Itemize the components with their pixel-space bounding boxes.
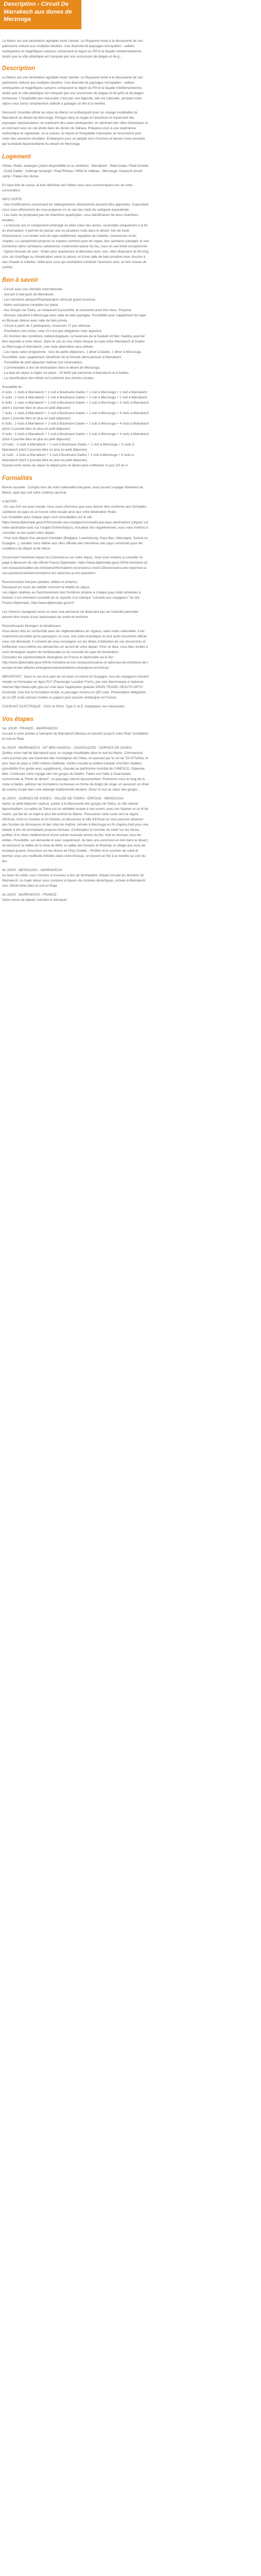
- page-title: Description - Circuit De Marrakech aux dunes de Merzouga: [4, 1, 72, 22]
- formalities-important: IMPORTANT : Dans le cas d'un plan de vol avec un transit en Espagne, tous les voyageurs doivent remplir un formulaire en ligne PLF (Passenger Location Form), par voie électronique à l'adresse internet http://www.spth.gob.es/ créé dans l'application gratuite SPAIN TRAVEL HEALTH-SPTH (Android). Une fois le formulaire rempli, le passager recevra un QR code. Présentation obligatoire de ce QR code (version mobile ou papier) pour pouvoir embarquer en France.: [2, 675, 149, 700]
- stage-title: 1er JOUR : FRANCE - MARRAKECH: [2, 727, 58, 730]
- intro-paragraph: Le Maroc est une destination agréable toute l'année. Le Royaume invite à la découverte de son patrimoine culturel aux multiples facettes. Une diversité de paysages incroyables : vallées verdoyantes et magnifiques canyons composent la région du Rif et la façade méditerranéenne, tandis que la côte atlantique est marquée par une succession de plages et de g...: [2, 39, 143, 59]
- formalities-french: Ressortissants français (adultes, bébés et enfants) : Passeport en cours de validité couvrant la totalité du séjour. Les règles relatives au franchissement des frontières propres à chaque pays étant amenées à évoluer, il est vivement conseillé de se reporter à la rubrique "conseils aux voyageurs" du site France Diplomatie, http://www.diplomatie.gouv.fr/: [2, 580, 141, 605]
- stage-item: [2, 746, 149, 793]
- lodging-info-verte: INFO VERTE - Des modifications concernant les hébergements sélectionnés peuvent être apportées. Cependant, nous nous efforcerons de vous proposer en ce cas des riads de catégorie équivalente. - Les riads ne proposant pas de chambres quadruples, vous bénéficierez de deux chambres doubles. - Le bivouac est un campement aménagé en plein cœur des dunes, accessible uniquement à la fin du dromadaire. Il permet de passer une ou plusieurs nuits dans le désert, loin de toute infrastructure. Les tentes sont de style traditionnel, équipées de matelas, couvertures et lits simples. Le campement propose un espace commun pour les repas, des sanitaires partagés et une immersion dans l'ambiance saharienne, notamment autour du feu, sous un ciel étoilé exceptionnel. - Option bivouac de luxe : tentes plus spacieuses et décorées avec soin, elles disposent de lits king size, de chauffage ou climatisation selon la saison, et d'une salle de bain privative avec douche à eau chaude et toilettes. Idéal pour ceux qui souhaitent combiner l'aventure avec un bon niveau de confort.: [2, 198, 149, 269]
- stage-item: [2, 726, 149, 742]
- stage-text: Selon heure de départ, transfert à l'aéroport.: [2, 898, 68, 902]
- stage-item: [2, 892, 149, 903]
- formalities-covid: Concernant l'éventuel impact du Coronavirus sur votre séjour, nous vous invitons à consulter la page à découvrir du site officiel France Diplomatie: https://www.diplomatie.gouv.fr/fr/le-ministere-et-son-reseau/actualites-du-ministere/informations-coronavirus-covid-19/coronavirus-les-reponses-a-vos-questions/article/coronavirus-les-reponses-a-vos-questions: [2, 556, 148, 575]
- good-to-know-heading: Bon à savoir: [2, 277, 39, 283]
- stage-title: 4e JOUR : MERZOUGA - MARRAKECH: [2, 868, 62, 872]
- formalities-foreigners: Ressortissants étrangers et binationaux : Vous devez être en conformité avec les réglementations en vigueur, selon votre nationalité. Il est notamment possible qu'un passeport, un visa, une carte touristique ou tout autre document officiel vous soit demandé. Il convient de vous renseigner sur les délais d'obtention de ces documents et d'effectuer vous-même vos démarches en amont de votre départ. Pour ce faire, vous êtes invités à vous renseigner auprès de l'ambassade ou du consulat du pays de destination. Consultez les représentations étrangères en France et diplomatie via le lien : http://www.diplomatie.gouv.fr/fr/le-ministere-et-son-reseau/annuaires-et-adresses-du-ministere-de-l-europe-et-des-affaires-etrangeres/representations-etrangeres-en-france/: [2, 624, 149, 670]
- description-heading: Description: [2, 65, 35, 72]
- stage-text: Accueil à votre arrivée à l'aéroport de Marrakech-Menara et transfert jusqu'à votre Riad. Installation et nuit en Riad.: [2, 732, 149, 741]
- stage-item: [2, 796, 149, 864]
- stage-title: 3e JOUR : GORGES DE DADES - VALLEE DE TODRA - ERFOUD - MERZOUGA: [2, 797, 124, 800]
- stage-title: 5e JOUR : MARRAKECH - FRANCE: [2, 893, 57, 897]
- stage-item: [2, 868, 149, 889]
- formalities-electric: COURANT ELECTRIQUE : 220V et 50Hz, Type C et E. Adaptateur non nécessaire.: [2, 705, 126, 708]
- stage-title: 2e JOUR : MARRAKECH - AIT BEN HADDOU - OUARZAZATE - GORGES DE DADES: [2, 746, 132, 750]
- description-paragraph-2: Découvrir l'envoûte ultime au cœur du Maroc en embarquant pour un voyage inoubliable de Marrakech au désert de Merzouga. Plongez dans la magie et l'aventure en traversant des paysages spectaculaires, en explorant des oasis verdoyantes, en admirant des villes historiques et en dormant sous un ciel étoilé dans les dunes du Sahara. Préparez-vous à une expérience authentique et captivante, où la culture, la nature et l'hospitalité marocaine se rencontrent pour créer des souvenirs durables. Embarquez pour un périple vers l'inconnu et laissez-vous envoûter par la beauté époustouflante du désert de Merzouga.: [2, 111, 148, 146]
- description-paragraph-1: Le Maroc est une destination agréable toute l'année. Le Royaume invite à la découverte de son patrimoine culturel aux multiples facettes. Une diversité de paysages incroyables : vallées verdoyantes et magnifiques canyons composent la région du Rif et la façade méditerranéenne, tandis que la côte atlantique est marquée par une succession de plages et de golfs et de plages immenses. L'hospitalité des marocains n'est pas une légende, elle est culturelle, pendant votre séjour vous serez certainement sollicité à partager un thé à la menthe.: [2, 76, 144, 106]
- formalities-paragraph-1: Bonne nouvelle : Compte tenu de votre nationalité française, vous pouvez voyager librement au Maroc, quel que soit votre schéma vaccinal.: [2, 486, 144, 495]
- lodging-heading: Logement: [2, 154, 31, 160]
- lodging-paragraph-1: Hôtels, Riads, auberges (selon disponibilité et ou similaire) : Marrakech : Riad Azalia / Riad Armelle ; Oued Dadès : Auberge Amazigh / Riad Rihana / Hôtel le château ; Merzouga: Ouaouzli desert camp / Palais des dunes.: [2, 164, 149, 178]
- formalities-minors: Les mineurs voyageant seuls ou avec une personne ne disposant pas de l'autorité parentale doivent être munis d'une autorisation de sortie de territoire.: [2, 610, 138, 619]
- formalities-heading: Formalités: [2, 475, 33, 482]
- stages-heading: Vos étapes: [2, 716, 34, 723]
- durations-list: Possibilité de : 4 nuits : 1 nuits à Marrakech + 1 nuit à Boulmane Dades + 1 nuit à Merzouga + 1 nuit à Marrakech 5 nuits : 2 nuits à Marrakech + 1 nuit à Boulmane Dades + 1 nuit à Merzouga + 1 nuit à Marrakech 6 nuits : 1 nuits à Marrakech + 1 nuit à Boulmane Dades + 1 nuit à Merzouga + 3 nuits à Marrakech (dont 1 journée libre en plus en petit déjeuner) 7 nuits : 1 nuits à Marrakech + 1 nuit à Boulmane Dades + 1 nuit à Merzouga + 4 nuits à Marrakech (dont 2 journée libre en plus en petit déjeuner) 8 nuits : 2 nuits à Marrakech + 1 nuit à Boulmane Dades + 1 nuit à Merzouga + 4 nuits à Marrakech (dont 3 journée libre en plus en petit déjeuner) 9 nuits : 3 nuits à Marrakech + 1 nuit à Boulmane Dades + 1 nuit à Merzouga + 4 nuits à Marrakech (dont 4 journée libre en plus en petit déjeuner) 10 nuits : 3 nuits à Marrakech + 1 nuit à Boulmane Dades + 1 nuit à Merzouga + 5 nuits à Marrakech (dont 3 journée libre en plus en petit déjeuner) 11 nuits : 3 nuits à Marrakech + 1 nuit à Boulmane Dades + 1 nuit à Merzouga + 6 nuits à Marrakech (dont 3 journée libre en plus en petit déjeuner) Suivant votre durée de séjour le départ pour le désert peut s'effectuer le jour 2/3 ou 4: [2, 385, 149, 467]
- lodging-paragraph-2: En haut état de cause, la liste définitive des hôtels vous sera communiquée lors de votre convocation.: [2, 184, 133, 192]
- good-to-know-list: - Circuit avec une clientèle internationale. - Accueil à l'aéroport de Marrakech. - Les transferts aéroport/Riad/aéroport véhiculé grand tourisme. - Notre assistance complète sur place. - Aux Gorges de Todra, un restaurant à proximité, le restaurant peut être doux. Proposé. - Bivouac standard à Merzouga avec salle de bain partagée. Possibilité avec supplément de loger en Bivouac deluxe avec salle de bain privée. - Circuit à partir de 2 participants, maximum 17 par véhicule. - Pourboires non inclus, cela n'il n'est pas obligatoire mais apprécié. - En fonction des conditions météorologiques, la traversée de la Kasbah Ait Ben Haddou pourrait être reportée à votre retour. Dans le cas ou une rivière bloque la route entre Marrakech et Dadès ou Merzouga et Marrakech, une route alternative sera utilisée. - Les repas selon programme : tous les petits déjeuners, 1 dîner à Dadès, 1 dîner à Merzouga. Possibilité, avec supplément, bénéficier de la formule demi-pension à Marrakech. - Possibilité de petit déjeuner matinal (sur réservation). - 2 promenades à dos de dromadaire dans le désert de Merzouga. - La taxe de séjour à régler sur place : 20 MAD par personne à Marrakech et à Dadès. - La classification des hôtels est conforme aux normes locales.: [2, 288, 147, 380]
- stage-text: Après un petit-déjeuner copieux, partez à la découverte des gorges de Todra, un site naturel époustouflant. La vallée de Todra est un véritable musée à ciel ouvert, avec ses falaises et un lit de rivière, qui fait de ce trajet le plus bel endroit du Maroc. Poursuivez votre route vers la région d'Erfoud, riche en fossiles et en histoire, et découvrez la ville d'Erfoud où vous pourrez observer des fossiles de dinosaures et des sites de marbre. Arrivée à Merzouga en fin d'après-midi pour une balade à dos de dromadaire jusqu'au bivouac. Contemplez le coucher du soleil sur les dunes, profitez d'un dîner traditionnel et d'une soirée musicale autour du feu. Nuit en bivouac sous les étoiles. Possibilité, sur demande et avec supplément, de faire une excursion en 4x4 dans le désert, de découvrir la vallée de la mine de Mifis, la vallée des fossiles et Khamlia, le village aux sons de musique gnawa. Excursion sur les dunes de l'Erg Chebbi... Profitez d'un coucher de soleil et dormez sous une multitude d'étoiles dans votre bivouac, en buvant un thé à la menthe au coin du feu.: [2, 802, 149, 863]
- main-content: [2, 39, 149, 907]
- stage-text: Au lever du soleil, vous montrez à nouveau à dos de dromadaire. Départ ensuite en direction de Marrakech. Le trajet retour vous conduira à travers de contrées désertiques. Arrivée à Marrakech vers 19h30 dîner libre et nuit en Riad.: [2, 874, 146, 888]
- title-banner: [0, 0, 81, 29]
- formalities-note: A NOTER - En cas d'un vol avec escale, nous vous informons que vous devrez être conforme aux formalités sanitaires du pays où se trouve votre escale ainsi que votre destination finale. Les modalités pour chaque pays sont consultables sur le site https://www.diplomatie.gouv.fr/fr/conseils-aux-voyageurs/conseils-par-pays-destination/ (cliquez sur votre destination puis sur l'onglet Entrée/Séjour). Actualisé très régulièrement, nous vous invitons à consulter ce lien avant votre départ. - Pour tout départ d'un aéroport frontalier (Belgique, Luxembourg, Pays-Bas, Allemagne, Suisse ou Espagne...), veuillez vous référer aux sites officiels des ministères des pays concernés pour les conditions de départ et de retour.: [2, 500, 149, 551]
- stage-text: Quittez votre riad de Marrakech pour un voyage inoubliable dans le sud du Maroc. Commencez votre journée par une traversée des montagnes de l'Atlas, en passant par le col de Tizi N'Tichka, le plus haut du pays à 2260 mètres d'altitude. Visitez ensuite la célèbre kasbah d'Ait Ben Haddou (possibilité d'un guide avec supplément), classée au patrimoine mondial de l'UNESCO. Déjeuner libre. Continuez votre voyage vers les gorges du Dadès. Faites une halte à Ouarzazate, surnommée la "Porte du désert", un paysage naturel époustouflant. Promenez-vous le long de la route à Dadès, admirez les formations rocheuses en forme de doigts de singe, et savourez un dîner de cuisine locale dans une auberge traditionnelle berbère. Dîner et nuit au cœur des gorges.: [2, 751, 149, 792]
